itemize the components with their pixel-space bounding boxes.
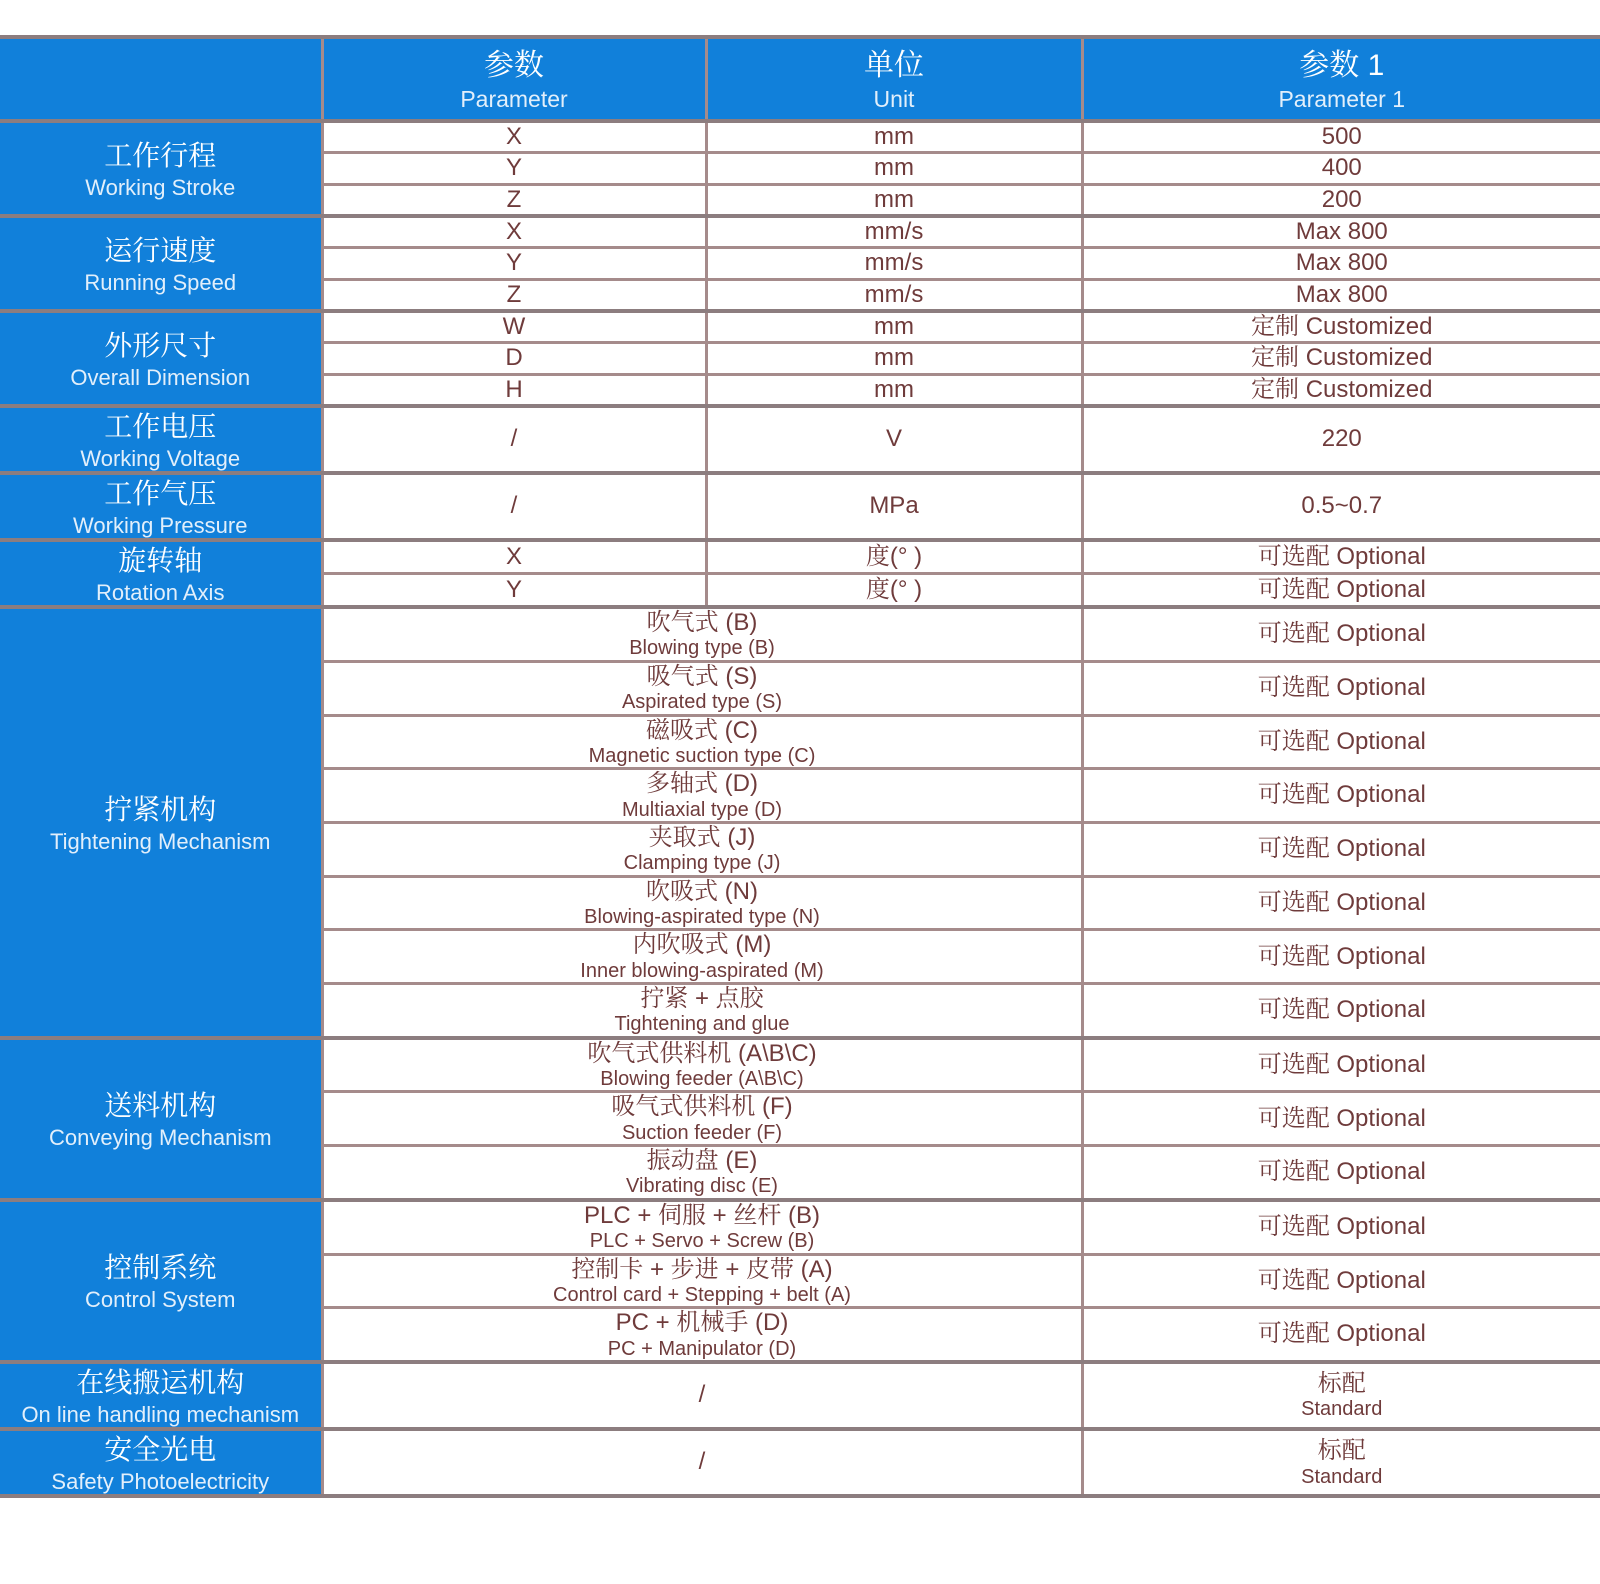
value-cell bbox=[1082, 661, 1600, 715]
unit-cell bbox=[706, 248, 1082, 279]
category-label-en: Control System bbox=[85, 1287, 236, 1313]
category-label-zh: 工作气压 bbox=[104, 477, 217, 509]
spec-row-working-stroke bbox=[0, 121, 1600, 153]
category-label-en: Running Speed bbox=[84, 269, 237, 295]
value-cell bbox=[1082, 1092, 1600, 1146]
header-parameter1-zh: 参数 1 bbox=[1299, 48, 1385, 82]
category-cell-working-stroke bbox=[0, 121, 322, 216]
value-cell bbox=[1082, 984, 1600, 1038]
value-cell bbox=[1082, 184, 1600, 216]
cell-text-primary: 可选配 Optional bbox=[1257, 673, 1426, 701]
cell-text-primary: PLC + 伺服 + 丝杆 (B) bbox=[583, 1201, 821, 1229]
cell-text-primary: 可选配 Optional bbox=[1257, 727, 1426, 755]
cell-text-primary: 400 bbox=[1321, 154, 1362, 182]
cell-text-secondary: Multiaxial type (D) bbox=[621, 798, 783, 821]
cell-text-primary: / bbox=[698, 1448, 706, 1476]
category-label-en: On line handling mechanism bbox=[21, 1401, 300, 1427]
cell-text-primary: MPa bbox=[869, 492, 919, 520]
cell-text-primary: X bbox=[505, 542, 522, 570]
category-label-zh: 旋转轴 bbox=[118, 545, 203, 576]
header-parameter-cell bbox=[322, 37, 706, 121]
value-cell bbox=[1082, 715, 1600, 769]
spec-table bbox=[0, 35, 1600, 1498]
cell-text-secondary: PLC + Servo + Screw (B) bbox=[589, 1230, 815, 1253]
cell-text-primary: 标配 bbox=[1317, 1437, 1366, 1465]
cell-text-primary: Y bbox=[505, 154, 522, 182]
cell-text-secondary: Aspirated type (S) bbox=[621, 691, 783, 714]
param-cell bbox=[322, 1362, 1082, 1429]
cell-text-primary: 吹气式供料机 (A\B\C) bbox=[587, 1039, 817, 1067]
category-label-en: Overall Dimension bbox=[70, 364, 251, 390]
unit-cell bbox=[706, 574, 1082, 608]
header-unit-cell bbox=[706, 37, 1082, 121]
cell-text-primary: H bbox=[505, 375, 523, 403]
header-parameter-en: Parameter bbox=[460, 86, 568, 113]
cell-text-primary: 吸气式 (S) bbox=[646, 662, 758, 690]
cell-text-primary: 定制 Customized bbox=[1251, 375, 1433, 403]
cell-text-primary: PC + 机械手 (D) bbox=[615, 1309, 789, 1337]
value-cell bbox=[1082, 279, 1600, 311]
cell-text-secondary: Tightening and glue bbox=[614, 1013, 790, 1036]
cell-text-primary: Y bbox=[505, 575, 522, 603]
cell-text-primary: / bbox=[510, 425, 518, 453]
cell-text-primary: W bbox=[502, 312, 526, 340]
param-cell bbox=[322, 769, 1082, 823]
cell-text-primary: mm/s bbox=[864, 217, 924, 245]
category-cell-control-system bbox=[0, 1200, 322, 1362]
param-cell bbox=[322, 473, 706, 540]
cell-text-secondary: Magnetic suction type (C) bbox=[588, 744, 816, 767]
param-cell bbox=[322, 121, 706, 153]
cell-text-primary: 吹气式 (B) bbox=[646, 609, 758, 637]
value-cell bbox=[1082, 1146, 1600, 1200]
value-cell bbox=[1082, 153, 1600, 184]
header-parameter1-en: Parameter 1 bbox=[1278, 86, 1406, 113]
category-label-zh: 工作行程 bbox=[104, 139, 217, 171]
cell-text-primary: D bbox=[505, 344, 523, 372]
cell-text-primary: mm bbox=[874, 185, 914, 213]
param-cell bbox=[322, 1254, 1082, 1308]
spec-row-running-speed bbox=[0, 216, 1600, 248]
category-label-zh: 拧紧机构 bbox=[104, 793, 217, 825]
category-label-en: Working Voltage bbox=[80, 445, 241, 471]
cell-text-primary: 可选配 Optional bbox=[1257, 835, 1426, 863]
value-cell bbox=[1082, 1038, 1600, 1092]
cell-text-primary: mm bbox=[874, 154, 914, 182]
category-label-zh: 安全光电 bbox=[104, 1434, 217, 1466]
cell-text-primary: 度(° ) bbox=[865, 575, 923, 603]
cell-text-primary: 振动盘 (E) bbox=[646, 1147, 758, 1175]
value-cell bbox=[1082, 406, 1600, 473]
param-cell bbox=[322, 607, 1082, 661]
category-label-en: Tightening Mechanism bbox=[49, 828, 271, 854]
spec-row-overall-dimension bbox=[0, 311, 1600, 343]
value-cell bbox=[1082, 1308, 1600, 1362]
unit-cell bbox=[706, 311, 1082, 343]
cell-text-primary: X bbox=[505, 123, 522, 150]
cell-text-primary: mm bbox=[874, 375, 914, 403]
cell-text-primary: X bbox=[505, 217, 522, 245]
cell-text-secondary: Suction feeder (F) bbox=[621, 1121, 783, 1144]
cell-text-primary: 定制 Customized bbox=[1251, 312, 1433, 340]
unit-cell bbox=[706, 153, 1082, 184]
param-cell bbox=[322, 343, 706, 374]
param-cell bbox=[322, 540, 706, 574]
category-label-zh: 运行速度 bbox=[104, 234, 217, 266]
cell-text-primary: 夹取式 (J) bbox=[648, 823, 756, 851]
cell-text-primary: 可选配 Optional bbox=[1257, 942, 1426, 970]
category-cell-working-voltage bbox=[0, 406, 322, 473]
spec-row-online-handling-mechanism bbox=[0, 1362, 1600, 1429]
cell-text-secondary: Blowing-aspirated type (N) bbox=[584, 905, 820, 928]
value-cell bbox=[1082, 540, 1600, 574]
spec-row-control-system bbox=[0, 1200, 1600, 1254]
cell-text-primary: 磁吸式 (C) bbox=[646, 716, 758, 744]
cell-text-primary: 可选配 Optional bbox=[1257, 575, 1426, 603]
cell-text-secondary: Blowing feeder (A\B\C) bbox=[600, 1068, 804, 1091]
cell-text-primary: 控制卡 + 步进 + 皮带 (A) bbox=[571, 1255, 833, 1283]
param-cell bbox=[322, 184, 706, 216]
cell-text-primary: 度(° ) bbox=[865, 542, 923, 570]
cell-text-primary: / bbox=[510, 492, 518, 520]
param-cell bbox=[322, 1308, 1082, 1362]
param-cell bbox=[322, 1038, 1082, 1092]
unit-cell bbox=[706, 184, 1082, 216]
cell-text-primary: 可选配 Optional bbox=[1257, 996, 1426, 1024]
value-cell bbox=[1082, 1254, 1600, 1308]
spec-row-conveying-mechanism bbox=[0, 1038, 1600, 1092]
spec-row-safety-photoelectricity bbox=[0, 1429, 1600, 1496]
cell-text-secondary: Vibrating disc (E) bbox=[626, 1175, 778, 1198]
value-cell bbox=[1082, 1200, 1600, 1254]
cell-text-primary: 可选配 Optional bbox=[1257, 1104, 1426, 1132]
category-cell-working-pressure bbox=[0, 473, 322, 540]
value-cell bbox=[1082, 607, 1600, 661]
cell-text-primary: Max 800 bbox=[1295, 217, 1388, 245]
cell-text-primary: mm/s bbox=[864, 280, 924, 308]
cell-text-primary: Y bbox=[505, 249, 522, 277]
param-cell bbox=[322, 216, 706, 248]
category-label-zh: 工作电压 bbox=[104, 410, 217, 442]
cell-text-primary: 可选配 Optional bbox=[1257, 620, 1426, 648]
category-cell-rotation-axis bbox=[0, 540, 322, 607]
cell-text-secondary: Control card + Stepping + belt (A) bbox=[553, 1283, 851, 1306]
unit-cell bbox=[706, 374, 1082, 406]
category-cell-tightening-mechanism bbox=[0, 607, 322, 1038]
param-cell bbox=[322, 153, 706, 184]
value-cell bbox=[1082, 311, 1600, 343]
cell-text-primary: 标配 bbox=[1317, 1370, 1366, 1398]
cell-text-primary: 0.5~0.7 bbox=[1301, 492, 1383, 520]
header-unit-zh: 单位 bbox=[864, 48, 924, 82]
value-cell bbox=[1082, 343, 1600, 374]
cell-text-primary: 可选配 Optional bbox=[1257, 888, 1426, 916]
cell-text-primary: 可选配 Optional bbox=[1257, 542, 1426, 570]
spec-row-working-voltage bbox=[0, 406, 1600, 473]
cell-text-primary: 吹吸式 (N) bbox=[646, 877, 758, 905]
category-cell-running-speed bbox=[0, 216, 322, 311]
value-cell bbox=[1082, 121, 1600, 153]
category-label-en: Safety Photoelectricity bbox=[51, 1468, 270, 1494]
cell-text-secondary: Clamping type (J) bbox=[623, 852, 781, 875]
unit-cell bbox=[706, 540, 1082, 574]
param-cell bbox=[322, 1429, 1082, 1496]
cell-text-primary: Z bbox=[506, 280, 522, 308]
cell-text-primary: 吸气式供料机 (F) bbox=[611, 1093, 793, 1121]
category-label-zh: 送料机构 bbox=[104, 1090, 217, 1122]
cell-text-primary: 500 bbox=[1321, 123, 1362, 150]
cell-text-primary: 可选配 Optional bbox=[1257, 781, 1426, 809]
cell-text-primary: 200 bbox=[1321, 185, 1362, 213]
category-cell-overall-dimension bbox=[0, 311, 322, 406]
param-cell bbox=[322, 1092, 1082, 1146]
cell-text-primary: 可选配 Optional bbox=[1257, 1266, 1426, 1294]
param-cell bbox=[322, 1146, 1082, 1200]
category-label-en: Conveying Mechanism bbox=[48, 1125, 272, 1151]
category-cell-conveying-mechanism bbox=[0, 1038, 322, 1200]
value-cell bbox=[1082, 876, 1600, 930]
value-cell bbox=[1082, 769, 1600, 823]
param-cell bbox=[322, 311, 706, 343]
category-label-zh: 外形尺寸 bbox=[104, 329, 217, 361]
param-cell bbox=[322, 574, 706, 608]
spec-row-tightening-mechanism bbox=[0, 607, 1600, 661]
cell-text-primary: / bbox=[698, 1381, 706, 1409]
cell-text-primary: Max 800 bbox=[1295, 280, 1388, 308]
cell-text-secondary: Standard bbox=[1301, 1398, 1383, 1421]
spec-row-rotation-axis bbox=[0, 540, 1600, 574]
param-cell bbox=[322, 876, 1082, 930]
param-cell bbox=[322, 930, 1082, 984]
unit-cell bbox=[706, 473, 1082, 540]
header-row bbox=[0, 37, 1600, 121]
cell-text-primary: mm bbox=[874, 312, 914, 340]
param-cell bbox=[322, 1200, 1082, 1254]
param-cell bbox=[322, 822, 1082, 876]
category-label-en: Working Stroke bbox=[85, 174, 236, 200]
value-cell bbox=[1082, 473, 1600, 540]
cell-text-secondary: Inner blowing-aspirated (M) bbox=[580, 959, 824, 982]
value-cell bbox=[1082, 574, 1600, 608]
category-cell-safety-photoelectricity bbox=[0, 1429, 322, 1496]
category-label-en: Rotation Axis bbox=[96, 579, 225, 605]
header-unit-en: Unit bbox=[873, 86, 915, 113]
cell-text-primary: 220 bbox=[1321, 425, 1362, 453]
cell-text-secondary: Blowing type (B) bbox=[629, 637, 775, 660]
header-parameter-zh: 参数 bbox=[484, 48, 544, 82]
param-cell bbox=[322, 984, 1082, 1038]
category-cell-online-handling-mechanism bbox=[0, 1362, 322, 1429]
unit-cell bbox=[706, 121, 1082, 153]
header-parameter1-cell bbox=[1082, 37, 1600, 121]
param-cell bbox=[322, 248, 706, 279]
cell-text-primary: 多轴式 (D) bbox=[646, 770, 758, 798]
cell-text-primary: 可选配 Optional bbox=[1257, 1158, 1426, 1186]
cell-text-primary: 定制 Customized bbox=[1251, 344, 1433, 372]
cell-text-secondary: PC + Manipulator (D) bbox=[607, 1337, 797, 1360]
cell-text-primary: 内吹吸式 (M) bbox=[632, 931, 772, 959]
param-cell bbox=[322, 279, 706, 311]
cell-text-primary: Max 800 bbox=[1295, 249, 1388, 277]
category-label-en: Working Pressure bbox=[73, 512, 248, 538]
category-label-zh: 控制系统 bbox=[104, 1252, 217, 1284]
cell-text-secondary: Standard bbox=[1301, 1465, 1383, 1488]
value-cell bbox=[1082, 374, 1600, 406]
param-cell bbox=[322, 661, 1082, 715]
cell-text-primary: mm bbox=[874, 344, 914, 372]
value-cell bbox=[1082, 1429, 1600, 1496]
param-cell bbox=[322, 374, 706, 406]
cell-text-primary: 拧紧 + 点胶 bbox=[640, 985, 764, 1013]
cell-text-primary: 可选配 Optional bbox=[1257, 1213, 1426, 1241]
category-label-zh: 在线搬运机构 bbox=[76, 1366, 245, 1398]
param-cell bbox=[322, 406, 706, 473]
cell-text-primary: mm/s bbox=[864, 249, 924, 277]
cell-text-primary: 可选配 Optional bbox=[1257, 1320, 1426, 1348]
cell-text-primary: V bbox=[885, 425, 902, 453]
unit-cell bbox=[706, 216, 1082, 248]
spec-table-body bbox=[0, 121, 1600, 1496]
param-cell bbox=[322, 715, 1082, 769]
cell-text-primary: 可选配 Optional bbox=[1257, 1050, 1426, 1078]
value-cell bbox=[1082, 930, 1600, 984]
header-corner-cell bbox=[0, 37, 322, 121]
unit-cell bbox=[706, 279, 1082, 311]
value-cell bbox=[1082, 216, 1600, 248]
value-cell bbox=[1082, 1362, 1600, 1429]
cell-text-primary: Z bbox=[506, 185, 522, 213]
cell-text-primary: mm bbox=[874, 123, 914, 150]
value-cell bbox=[1082, 822, 1600, 876]
unit-cell bbox=[706, 406, 1082, 473]
unit-cell bbox=[706, 343, 1082, 374]
value-cell bbox=[1082, 248, 1600, 279]
spec-row-working-pressure bbox=[0, 473, 1600, 540]
